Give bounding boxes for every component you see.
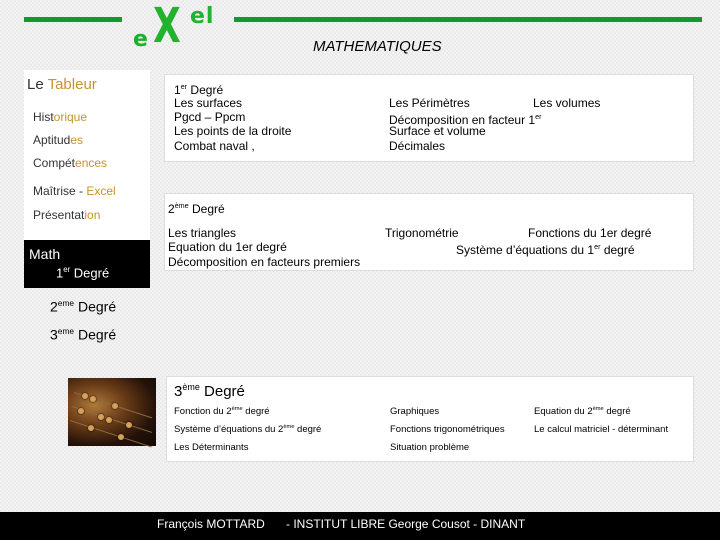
sidebar-link-maitrise-excel[interactable]	[33, 184, 116, 198]
topic-situation-probleme[interactable]	[390, 442, 469, 453]
topic-volumes[interactable]: Les volumes	[533, 96, 601, 110]
topic-text: degré	[294, 424, 322, 436]
logo-letter-x: X	[153, 0, 181, 54]
abacus-image	[68, 378, 156, 446]
header-bar-left	[24, 17, 122, 22]
topic-text: degré	[600, 243, 635, 257]
link-sup: eme	[57, 326, 75, 336]
topic-text: Le calcul matriciel - déterminant	[534, 424, 669, 435]
sidebar-title-alt: Tableur	[47, 76, 97, 93]
topic-text: Equation du 2	[534, 406, 593, 418]
title-text: 2	[168, 202, 175, 216]
topic-triangles[interactable]: Les triangles	[168, 226, 237, 240]
topic-text: Fonction du 2	[174, 406, 232, 418]
topic-text: Les Déterminants	[174, 442, 249, 453]
logo-letters-el: el	[190, 4, 215, 29]
link-text: Compét	[33, 156, 76, 170]
link-text: Hist	[33, 110, 54, 124]
title-text: Degré	[188, 202, 225, 216]
sidebar-link-historique[interactable]	[33, 110, 87, 124]
footer-author: François MOTTARD	[157, 517, 265, 531]
title-text: 1	[174, 83, 181, 97]
sidebar-link-competences[interactable]	[33, 156, 107, 170]
link-sup: er	[63, 265, 71, 274]
topic-text: degré	[603, 406, 631, 418]
link-sup: eme	[57, 298, 75, 308]
topic-systeme-equations-1er-degre[interactable]	[456, 240, 635, 257]
topic-text: degré	[242, 406, 270, 418]
link-text-alt: orique	[53, 110, 88, 124]
topic-text: Fonctions trigonométriques	[390, 424, 505, 435]
link-text: Degré	[70, 265, 110, 281]
topic-sup: er	[594, 242, 601, 251]
topic-equation-2eme-degre[interactable]	[534, 406, 631, 417]
topic-sup: ème	[592, 406, 604, 412]
header-bar-right	[234, 17, 702, 22]
link-text: Maîtrise -	[33, 184, 87, 198]
link-text: Degré	[74, 326, 117, 343]
panel-3eme-degre-title	[174, 382, 245, 400]
topic-sup: ème	[283, 424, 295, 430]
link-text: Degré	[74, 298, 117, 315]
title-text: Degré	[187, 83, 224, 97]
topic-determinants[interactable]	[174, 442, 248, 453]
topic-sup: ème	[231, 406, 243, 412]
logo-letter-e: e	[133, 27, 148, 52]
topic-text: Décomposition en facteur 1	[389, 113, 536, 127]
topic-surface-volume[interactable]: Surface et volume	[389, 124, 486, 138]
link-text-alt: ences	[75, 156, 108, 170]
title-sup: ème	[174, 201, 189, 210]
topic-text: Situation problème	[390, 442, 470, 453]
topic-decimales[interactable]: Décimales	[389, 139, 446, 153]
topic-decomposition-facteurs-premiers[interactable]: Décomposition en facteurs premiers	[168, 255, 361, 269]
topic-fonctions-trigonometriques[interactable]	[390, 424, 505, 435]
topic-fonction-2eme-degre[interactable]	[174, 406, 270, 417]
title-sup: er	[180, 82, 188, 91]
title-text: Degré	[199, 383, 245, 400]
topic-combat-naval[interactable]: Combat naval ,	[174, 139, 255, 153]
panel-2eme-degre-title	[168, 201, 225, 216]
link-text: Aptitud	[33, 133, 71, 147]
panel-1er-degre-title	[174, 82, 223, 97]
topic-sup: er	[535, 112, 542, 121]
footer-school: - INSTITUT LIBRE George Cousot - DINANT	[286, 517, 526, 531]
topic-perimetres[interactable]: Les Périmètres	[389, 96, 470, 110]
topic-pgcd-ppcm[interactable]: Pgcd – Ppcm	[174, 110, 246, 124]
topic-calcul-matriciel[interactable]	[534, 424, 668, 435]
topic-graphiques[interactable]	[390, 406, 439, 417]
topic-text: Système d’équations du 1	[456, 243, 595, 257]
topic-trigonometrie[interactable]: Trigonométrie	[385, 226, 459, 240]
title-text: 3	[174, 383, 183, 400]
title-sup: ème	[182, 382, 200, 392]
topic-equation-1er-degre[interactable]: Equation du 1er degré	[168, 240, 287, 254]
link-text: 3	[50, 326, 58, 343]
math-label[interactable]: Math	[29, 246, 61, 262]
link-text-alt: es	[70, 133, 84, 147]
topic-les-surfaces[interactable]: Les surfaces	[174, 96, 243, 110]
topic-systeme-equations-2eme-degre[interactable]	[174, 424, 321, 435]
sidebar-link-1er-degre[interactable]	[56, 265, 109, 280]
topic-text: Graphiques	[390, 406, 440, 417]
sidebar-link-presentation[interactable]	[33, 208, 100, 222]
topic-text: Système d’équations du 2	[174, 424, 284, 436]
sidebar-title	[27, 76, 97, 93]
sidebar-link-aptitudes[interactable]	[33, 133, 83, 147]
link-text-alt: Excel	[86, 184, 116, 198]
link-text-alt: ion	[84, 208, 101, 222]
page-title: MATHEMATIQUES	[313, 38, 442, 55]
sidebar-link-3eme-degre[interactable]	[50, 326, 116, 343]
topic-points-droite[interactable]: Les points de la droite	[174, 124, 292, 138]
link-text: 1	[56, 265, 64, 281]
topic-fonctions-1er-degre[interactable]: Fonctions du 1er degré	[528, 226, 652, 240]
link-text: 2	[50, 298, 58, 315]
sidebar-title-prefix: Le	[27, 76, 48, 93]
sidebar-link-2eme-degre[interactable]	[50, 298, 116, 315]
link-text: Présentat	[33, 208, 85, 222]
